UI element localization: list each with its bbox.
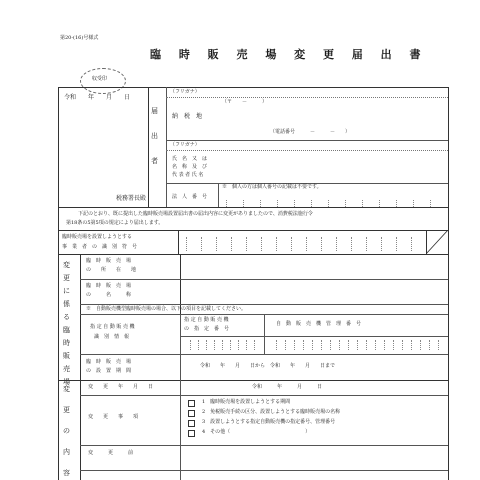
vending-bottom [80,354,448,355]
digit-cell-divider [438,340,439,350]
period-value[interactable]: 令和 年 月 日から 令和 年 月 日まで [200,363,336,369]
digit-cell-divider [321,340,322,350]
digit-cell-divider [285,340,286,350]
furigana-label-2: （フリガナ） [170,142,200,148]
digit-cell-divider [351,237,352,251]
digit-cell-divider [357,340,358,350]
tax-office-addressee: 税務署長殿 [116,195,147,202]
period-label-1: 臨 時 販 売 場 [86,359,132,365]
digit-cell-divider [294,340,295,350]
vending-number-label-1: 指 定 自 動 販 売 機 [184,317,229,323]
digit-cell-divider [261,237,262,251]
digit-cell-divider [246,237,247,251]
vending-id-col [180,314,181,354]
change-items-label: 変 更 事 項 [88,414,139,420]
change-items-bottom [80,445,448,446]
name-label-line-1: 氏 名 又 は [172,156,208,162]
digit-cell-divider [312,340,313,350]
operator-id-col [178,230,179,254]
form-number: 第20-(16)号様式 [60,35,99,41]
change-vertical-label: 変 更 の 内 容 [63,385,70,477]
digit-cell-divider [216,237,217,251]
digit-cell-divider [277,200,278,207]
shop-vertical-label: 変 更 に 係 る 臨 時 販 売 場 [63,261,70,386]
digit-cell-divider [396,200,397,207]
digit-cell-divider [420,340,421,350]
digit-cell-divider [231,237,232,251]
digit-cell-divider [429,340,430,350]
digit-cell-divider [384,340,385,350]
shop-name-bottom [80,304,448,305]
digit-cell-divider [201,237,202,251]
vending-note: ※ 自動販売機型臨時販売場の場合、以下の項目を記載してください。 [86,306,247,312]
change-item-checkbox[interactable] [188,420,195,427]
digit-cell-divider [230,340,231,350]
operator-id-diagonal [426,230,448,254]
digit-cell-divider [379,200,380,207]
digit-cell-divider [328,200,329,207]
digit-cell-divider [321,237,322,251]
change-item-checkbox[interactable] [188,410,195,417]
furigana-line-2 [166,150,448,151]
period-bottom [58,380,448,381]
furigana-line-1 [166,97,448,98]
shop-vertical-col-right [80,254,81,380]
digit-cell-divider [411,340,412,350]
vending-id-label-1: 指 定 自 動 販 売 機 [90,324,135,330]
change-item-label: 2 免税販売手続の区分、設置しようとする臨時販売場の名称 [202,409,341,415]
vending-number-col [264,314,265,354]
phone-number: （電話番号 － － ） [270,129,351,135]
furigana-label-1: （フリガナ） [170,89,200,95]
digit-cell-divider [430,200,431,207]
digit-cell-divider [396,237,397,251]
corp-number-col [218,183,219,207]
digit-cell-divider [366,237,367,251]
shop-name-label-2: の 名 称 [86,292,132,298]
submit-date: 令和 年 月 日 [64,94,131,101]
operator-id-label-1: 臨時販売場を設置しようとする [62,234,133,240]
frame-right [448,87,449,480]
operator-id-label-2: 事 業 者 の 識 別 符 号 [62,244,138,250]
address-label: 納 税 地 [172,113,203,120]
change-date-value[interactable]: 令和 年 月 日 [252,384,323,390]
applicant-col-left [148,87,149,207]
digit-cell-divider [336,237,337,251]
corp-number-label: 法 人 番 号 [172,194,208,200]
digit-cell-divider [291,237,292,251]
digit-cell-divider [402,340,403,350]
digit-cell-divider [375,340,376,350]
digit-cell-divider [339,340,340,350]
digit-cell-divider [306,237,307,251]
applicant-vertical-label: 届 出 者 [151,107,158,165]
digit-cell-divider [276,340,277,350]
operator-id-bottom [58,254,448,255]
digit-cell-divider [243,200,244,207]
change-before-label: 変 更 前 [88,450,134,456]
digit-cell-divider [330,340,331,350]
change-date-bottom [80,395,448,396]
digit-cell-divider [190,340,191,350]
period-col [180,354,181,380]
shop-location-label-1: 臨 時 販 売 場 [86,258,132,264]
change-item-checkbox[interactable] [188,430,195,437]
period-label-2: の 設 置 期 間 [86,368,132,374]
digit-cell-divider [366,340,367,350]
digit-cell-divider [348,340,349,350]
applicant-bottom [58,207,448,208]
shop-location-bottom [80,279,448,280]
digit-cell-divider [303,340,304,350]
frame-top [58,87,448,88]
digit-cell-divider [222,340,223,350]
declaration-line-1: 下記のとおり、既に提出した臨時販売場設置届出書の届出内容に変更がありましたので、消費税法施行令 [78,211,313,217]
shop-location-label-2: の 所 在 地 [86,267,137,273]
declaration-line-2: 第18条の5第5項の規定により届出します。 [66,220,164,226]
postal-code: （〒 － ） [222,99,268,105]
change-before-mid [80,470,448,471]
receipt-stamp-label: 収受印 [92,76,108,82]
digit-cell-divider [345,200,346,207]
change-item-checkbox[interactable] [188,400,195,407]
digit-cell-divider [393,340,394,350]
digit-cell-divider [362,200,363,207]
change-item-label: 1 臨時販売場を設置しようとする期間 [202,399,291,405]
name-label-line-2: 名 称 及 び [172,164,208,170]
digit-cell-divider [311,200,312,207]
digit-cell-divider [238,340,239,350]
digit-cell-divider [206,340,207,350]
address-bottom [166,140,448,141]
digit-cell-divider [294,200,295,207]
change-item-label: 3 設置しようとする指定自動販売機の指定番号、管理番号 [202,419,336,425]
digit-cell-divider [381,237,382,251]
digit-cell-divider [186,237,187,251]
digit-cell-divider [413,200,414,207]
vending-id-label-2: 識 別 情 報 [94,334,130,340]
digit-cell-divider [254,340,255,350]
digit-cell-divider [411,237,412,251]
declaration-bottom [58,230,448,231]
applicant-col-right [166,87,167,207]
name-label-line-3: 代 表 者 氏 名 [172,172,204,178]
digit-cell-divider [260,200,261,207]
vending-number-label-2: の 指 定 番 号 [184,326,230,332]
digit-cell-divider [226,200,227,207]
digit-cell-divider [246,340,247,350]
frame-left [58,87,59,480]
corp-number-note: ※ 個人の方は個人番号の記載は不要です。 [222,184,322,190]
vending-mgmt-label: 自 動 販 売 機 管 理 番 号 [276,321,362,327]
change-date-label: 変 更 年 月 日 [88,384,154,390]
page-title: 臨 時 販 売 場 変 更 届 出 書 [150,48,428,61]
vending-header-bottom [180,336,448,337]
digit-cell-divider [214,340,215,350]
digit-cell-divider [198,340,199,350]
change-item-label: 4 その他（ ） [202,429,311,435]
shop-name-label-1: 臨 時 販 売 場 [86,283,132,289]
digit-cell-divider [276,237,277,251]
